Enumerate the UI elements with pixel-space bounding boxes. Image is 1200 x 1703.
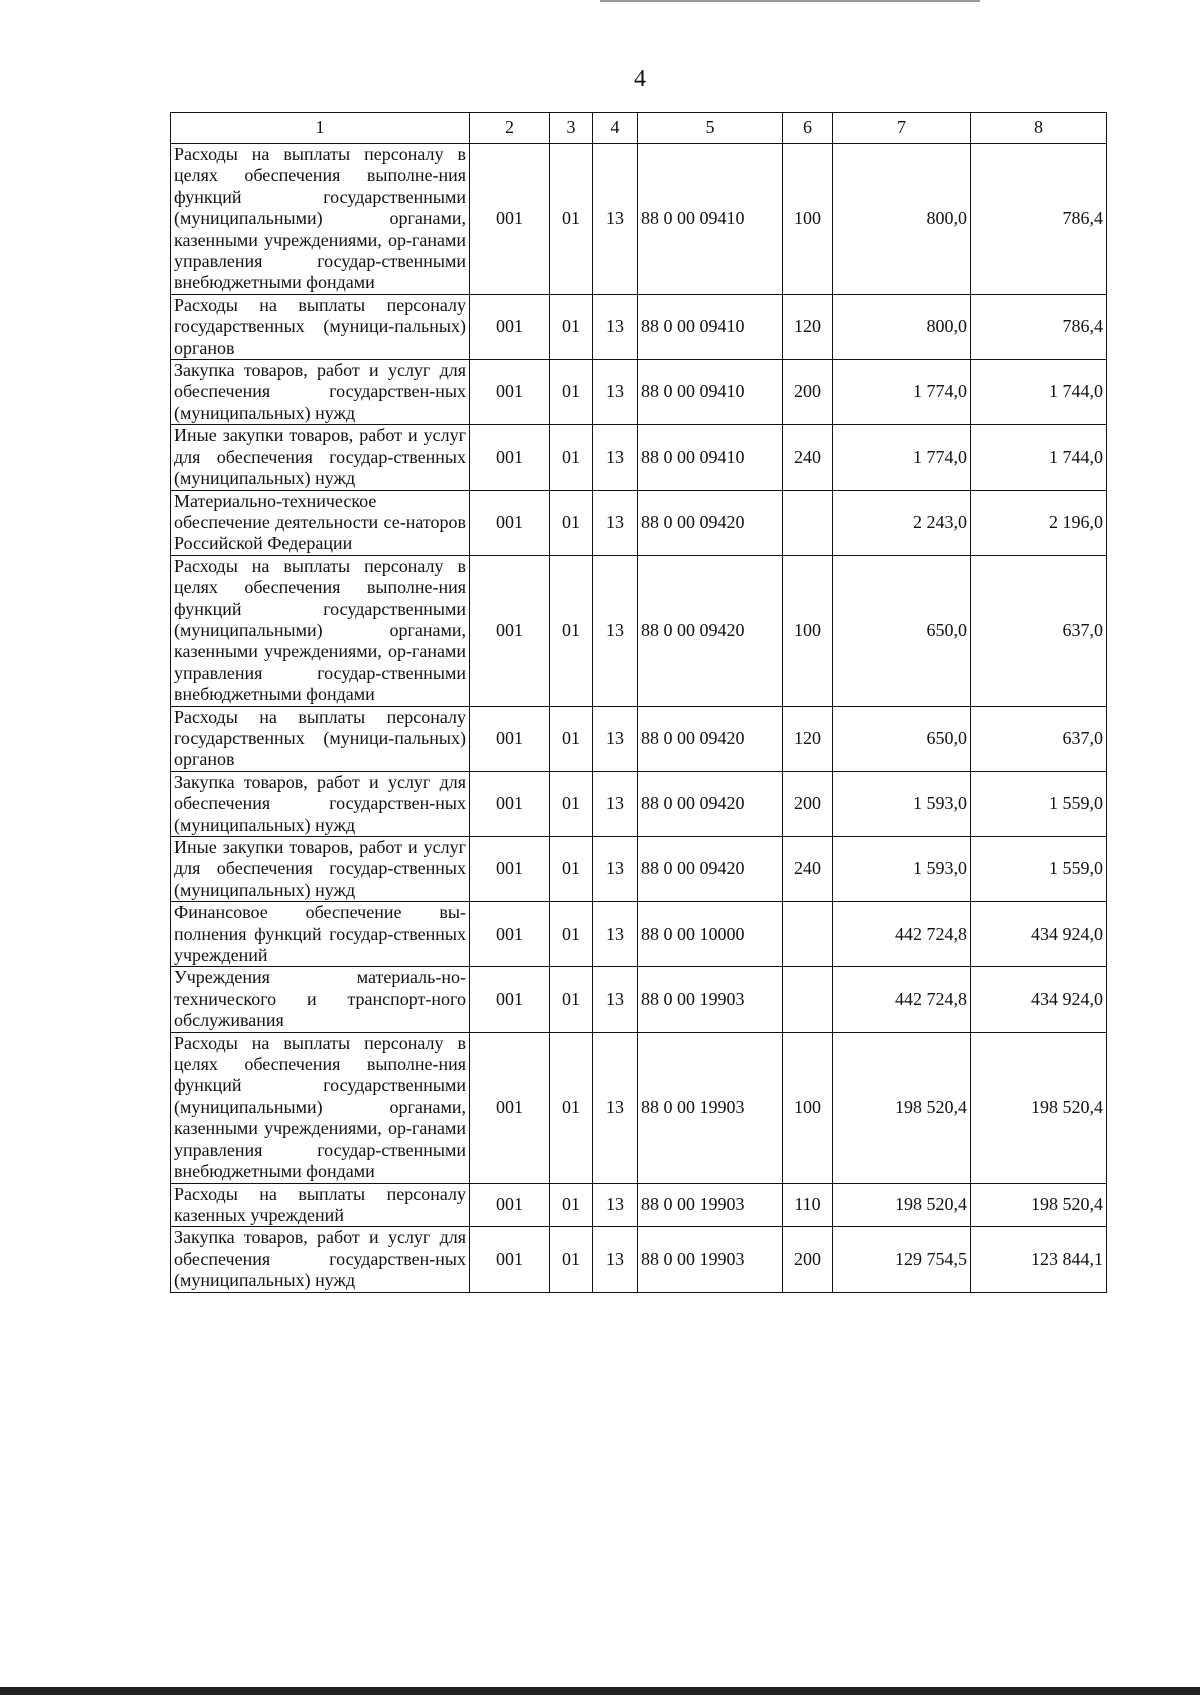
- table-row: [171, 706, 1107, 771]
- cell-section: 01: [550, 706, 593, 771]
- cell-expense-type: [783, 902, 833, 967]
- cell-subsection: 13: [593, 490, 638, 555]
- cell-subsection: 13: [593, 967, 638, 1032]
- cell-ministry-code: 001: [470, 144, 550, 295]
- cell-section: 01: [550, 1183, 593, 1227]
- cell-expense-type: 120: [783, 294, 833, 359]
- cell-amount-executed: 1 559,0: [971, 771, 1107, 836]
- cell-amount-approved: 650,0: [833, 555, 971, 706]
- cell-target-article: 88 0 00 09410: [638, 144, 783, 295]
- cell-subsection: 13: [593, 360, 638, 425]
- cell-ministry-code: 001: [470, 967, 550, 1032]
- row-description: Закупка товаров, работ и услуг для обеспечения государствен-ных (муниципальных) нужд: [171, 1227, 470, 1292]
- cell-expense-type: 100: [783, 144, 833, 295]
- row-description: Расходы на выплаты персоналу в целях обеспечения выполне-ния функций государственными (муниципальными) органами, казенными учреждениями, ор-ганами управления государ-ственными внебюджетными фондами: [171, 1032, 470, 1183]
- table-row: [171, 294, 1107, 359]
- cell-section: 01: [550, 490, 593, 555]
- cell-expense-type: 200: [783, 360, 833, 425]
- cell-amount-approved: 800,0: [833, 144, 971, 295]
- table-row: [171, 360, 1107, 425]
- cell-section: 01: [550, 771, 593, 836]
- row-description: Закупка товаров, работ и услуг для обеспечения государствен-ных (муниципальных) нужд: [171, 360, 470, 425]
- cell-section: 01: [550, 360, 593, 425]
- cell-expense-type: 120: [783, 706, 833, 771]
- cell-amount-executed: 637,0: [971, 706, 1107, 771]
- cell-amount-executed: 2 196,0: [971, 490, 1107, 555]
- row-description: Учреждения материаль-но-технического и транспорт-ного обслуживания: [171, 967, 470, 1032]
- cell-subsection: 13: [593, 1183, 638, 1227]
- table-row: [171, 490, 1107, 555]
- scan-edge-line: [600, 0, 980, 2]
- table-row: [171, 771, 1107, 836]
- cell-expense-type: [783, 490, 833, 555]
- cell-ministry-code: 001: [470, 902, 550, 967]
- cell-expense-type: 240: [783, 425, 833, 490]
- cell-amount-approved: 198 520,4: [833, 1032, 971, 1183]
- cell-section: 01: [550, 144, 593, 295]
- header-cell: 8: [971, 113, 1107, 144]
- cell-ministry-code: 001: [470, 706, 550, 771]
- cell-amount-approved: 1 593,0: [833, 837, 971, 902]
- cell-ministry-code: 001: [470, 425, 550, 490]
- cell-amount-executed: 786,4: [971, 144, 1107, 295]
- cell-section: 01: [550, 425, 593, 490]
- cell-ministry-code: 001: [470, 490, 550, 555]
- cell-target-article: 88 0 00 19903: [638, 1183, 783, 1227]
- cell-amount-approved: 442 724,8: [833, 967, 971, 1032]
- page-number: 4: [634, 66, 646, 92]
- cell-expense-type: 200: [783, 1227, 833, 1292]
- table-row: [171, 555, 1107, 706]
- cell-subsection: 13: [593, 144, 638, 295]
- cell-target-article: 88 0 00 09410: [638, 425, 783, 490]
- table-row: [171, 1183, 1107, 1227]
- table-header-row: [171, 113, 1107, 144]
- cell-expense-type: 100: [783, 1032, 833, 1183]
- row-description: Материально-техническое обеспечение деятельности се-наторов Российской Федерации: [171, 490, 470, 555]
- cell-subsection: 13: [593, 1227, 638, 1292]
- scan-bottom-edge: [0, 1687, 1200, 1695]
- cell-ministry-code: 001: [470, 1032, 550, 1183]
- cell-amount-approved: 650,0: [833, 706, 971, 771]
- cell-subsection: 13: [593, 425, 638, 490]
- table-row: [171, 144, 1107, 295]
- cell-section: 01: [550, 902, 593, 967]
- cell-subsection: 13: [593, 837, 638, 902]
- cell-target-article: 88 0 00 19903: [638, 967, 783, 1032]
- cell-amount-approved: 1 593,0: [833, 771, 971, 836]
- cell-target-article: 88 0 00 09420: [638, 837, 783, 902]
- cell-amount-approved: 198 520,4: [833, 1183, 971, 1227]
- header-cell: 4: [593, 113, 638, 144]
- header-cell: 7: [833, 113, 971, 144]
- cell-section: 01: [550, 555, 593, 706]
- cell-amount-executed: 786,4: [971, 294, 1107, 359]
- cell-ministry-code: 001: [470, 837, 550, 902]
- cell-section: 01: [550, 294, 593, 359]
- row-description: Иные закупки товаров, работ и услуг для обеспечения государ-ственных (муниципальных) нужд: [171, 425, 470, 490]
- cell-amount-executed: 434 924,0: [971, 967, 1107, 1032]
- header-cell: 6: [783, 113, 833, 144]
- cell-ministry-code: 001: [470, 360, 550, 425]
- cell-target-article: 88 0 00 09420: [638, 706, 783, 771]
- cell-amount-executed: 1 744,0: [971, 360, 1107, 425]
- cell-amount-approved: 1 774,0: [833, 425, 971, 490]
- cell-subsection: 13: [593, 771, 638, 836]
- cell-ministry-code: 001: [470, 771, 550, 836]
- row-description: Расходы на выплаты персоналу государственных (муници-пальных) органов: [171, 294, 470, 359]
- table-row: [171, 425, 1107, 490]
- cell-subsection: 13: [593, 1032, 638, 1183]
- cell-amount-executed: 123 844,1: [971, 1227, 1107, 1292]
- cell-target-article: 88 0 00 09420: [638, 771, 783, 836]
- header-cell: 1: [171, 113, 470, 144]
- cell-ministry-code: 001: [470, 1183, 550, 1227]
- row-description: Финансовое обеспечение вы-полнения функций государ-ственных учреждений: [171, 902, 470, 967]
- cell-amount-executed: 637,0: [971, 555, 1107, 706]
- table-body: [171, 144, 1107, 1293]
- header-cell: 2: [470, 113, 550, 144]
- row-description: Иные закупки товаров, работ и услуг для обеспечения государ-ственных (муниципальных) нужд: [171, 837, 470, 902]
- cell-ministry-code: 001: [470, 294, 550, 359]
- cell-target-article: 88 0 00 10000: [638, 902, 783, 967]
- cell-amount-approved: 800,0: [833, 294, 971, 359]
- cell-expense-type: 200: [783, 771, 833, 836]
- cell-section: 01: [550, 967, 593, 1032]
- table-row: [171, 902, 1107, 967]
- cell-amount-executed: 198 520,4: [971, 1183, 1107, 1227]
- cell-amount-approved: 129 754,5: [833, 1227, 971, 1292]
- table-row: [171, 1032, 1107, 1183]
- cell-subsection: 13: [593, 902, 638, 967]
- cell-expense-type: 100: [783, 555, 833, 706]
- cell-ministry-code: 001: [470, 555, 550, 706]
- row-description: Закупка товаров, работ и услуг для обеспечения государствен-ных (муниципальных) нужд: [171, 771, 470, 836]
- cell-subsection: 13: [593, 294, 638, 359]
- cell-target-article: 88 0 00 09420: [638, 555, 783, 706]
- cell-expense-type: [783, 967, 833, 1032]
- cell-target-article: 88 0 00 09420: [638, 490, 783, 555]
- table-row: [171, 1227, 1107, 1292]
- cell-section: 01: [550, 1227, 593, 1292]
- cell-amount-approved: 442 724,8: [833, 902, 971, 967]
- cell-amount-approved: 1 774,0: [833, 360, 971, 425]
- header-cell: 5: [638, 113, 783, 144]
- cell-target-article: 88 0 00 09410: [638, 360, 783, 425]
- header-cell: 3: [550, 113, 593, 144]
- row-description: Расходы на выплаты персоналу в целях обеспечения выполне-ния функций государственными (муниципальными) органами, казенными учреждениями, ор-ганами управления государ-ственными внебюджетными фондами: [171, 144, 470, 295]
- cell-section: 01: [550, 837, 593, 902]
- cell-target-article: 88 0 00 09410: [638, 294, 783, 359]
- table-row: [171, 967, 1107, 1032]
- table-row: [171, 837, 1107, 902]
- cell-amount-executed: 1 559,0: [971, 837, 1107, 902]
- cell-target-article: 88 0 00 19903: [638, 1227, 783, 1292]
- cell-amount-executed: 198 520,4: [971, 1032, 1107, 1183]
- row-description: Расходы на выплаты персоналу казенных учреждений: [171, 1183, 470, 1227]
- cell-expense-type: 240: [783, 837, 833, 902]
- cell-subsection: 13: [593, 555, 638, 706]
- budget-table: [170, 112, 1107, 1293]
- cell-amount-approved: 2 243,0: [833, 490, 971, 555]
- cell-ministry-code: 001: [470, 1227, 550, 1292]
- cell-target-article: 88 0 00 19903: [638, 1032, 783, 1183]
- cell-expense-type: 110: [783, 1183, 833, 1227]
- row-description: Расходы на выплаты персоналу в целях обеспечения выполне-ния функций государственными (муниципальными) органами, казенными учреждениями, ор-ганами управления государ-ственными внебюджетными фондами: [171, 555, 470, 706]
- cell-section: 01: [550, 1032, 593, 1183]
- cell-amount-executed: 1 744,0: [971, 425, 1107, 490]
- cell-subsection: 13: [593, 706, 638, 771]
- row-description: Расходы на выплаты персоналу государственных (муници-пальных) органов: [171, 706, 470, 771]
- cell-amount-executed: 434 924,0: [971, 902, 1107, 967]
